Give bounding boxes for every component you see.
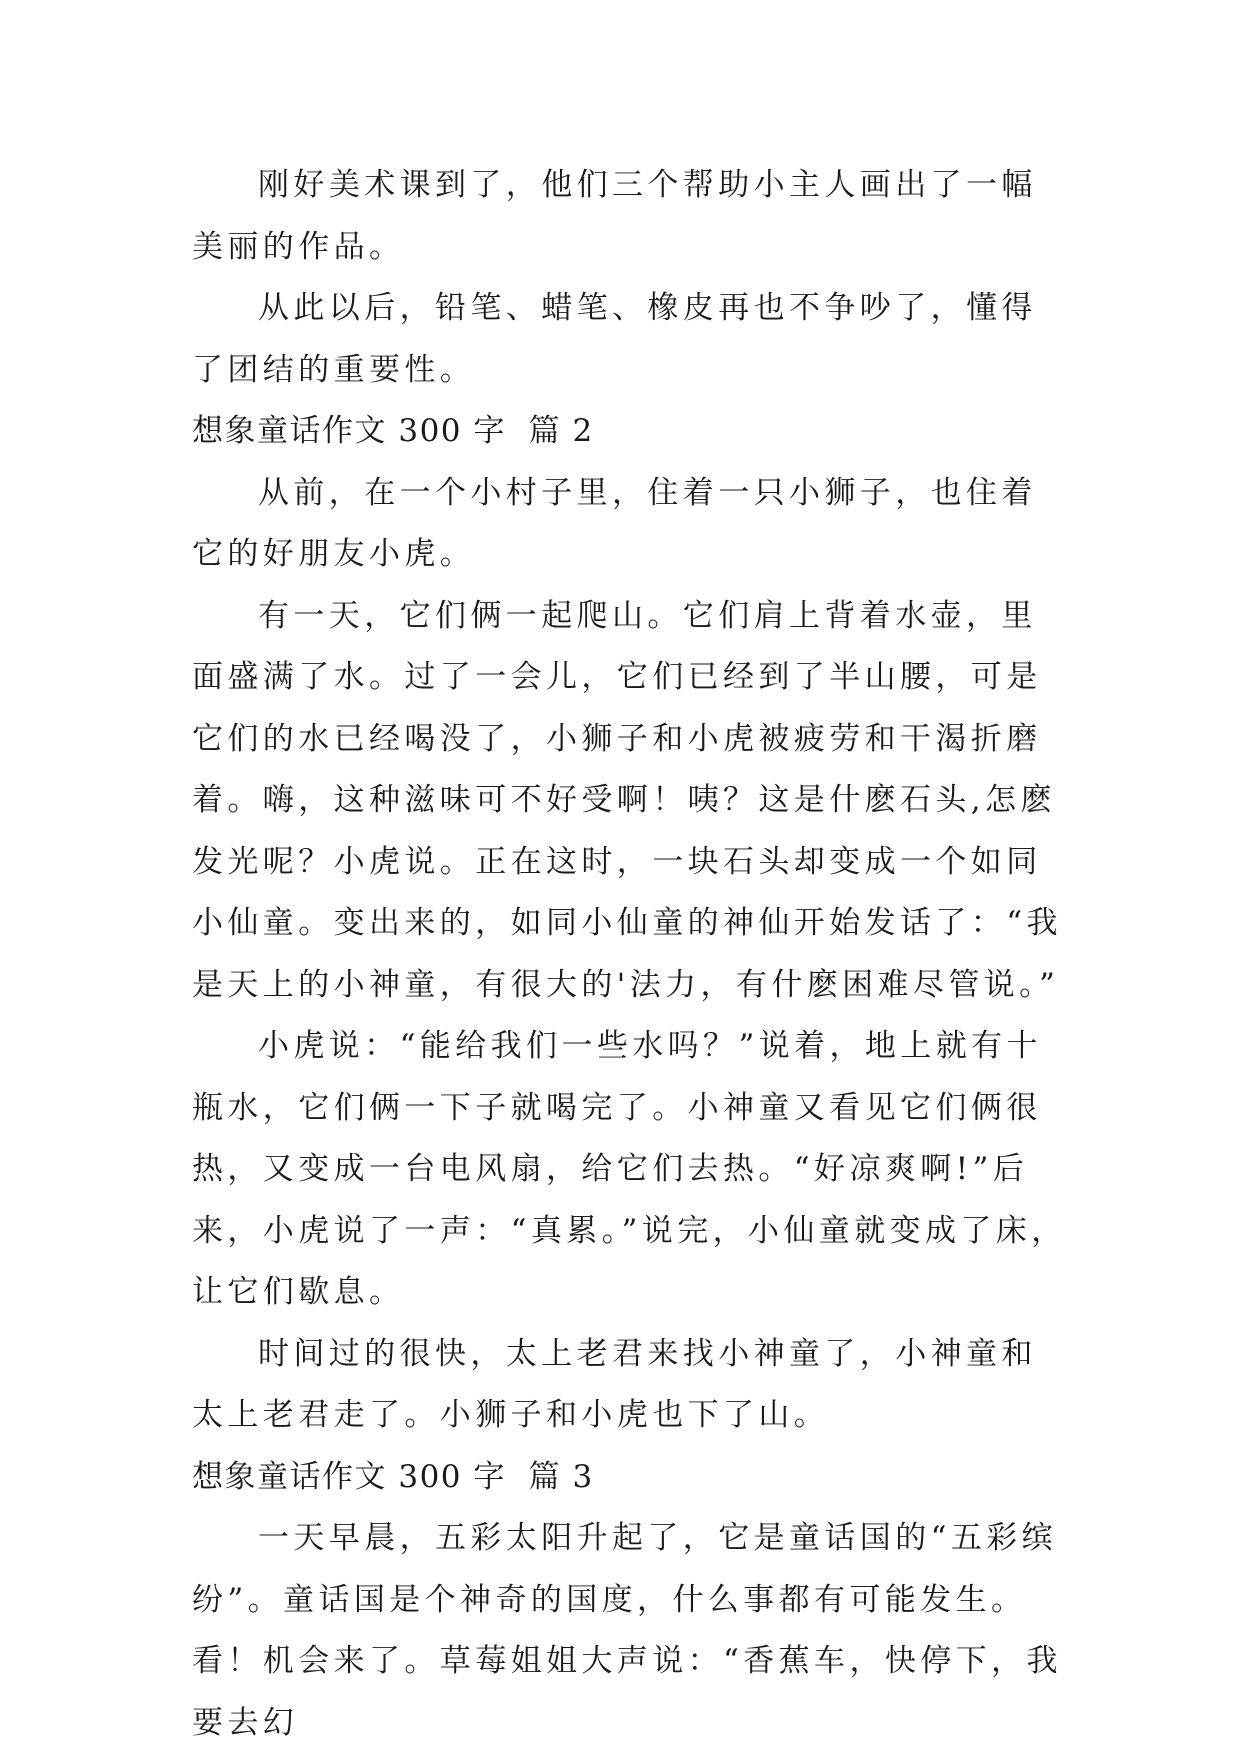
paragraph: 小虎说：“能给我们一些水吗？”说着，地上就有十瓶水，它们俩一下子就喝完了。小神童又看见它们俩很热，又变成一台电风扇，给它们去热。“好凉爽啊!”后来，小虎说了一声：“真累。”说完，小仙童就变成了床，让它们歇息。 xyxy=(192,1028,1067,1310)
paragraph: 有一天，它们俩一起爬山。它们肩上背着水壶，里面盛满了水。过了一会儿，它们已经到了半山腰，可是它们的水已经喝没了，小狮子和小虎被疲劳和干渴折磨着。嗨，这种滋味可不好受啊！咦？这是什麽石头,怎麽发光呢？小虎说。正在这时，一块石头却变成一个如同小仙童。变出来的，如同小仙童的神仙开始发话了：“我是天上的小神童，有很大的'法力，有什麽困难尽管说。” xyxy=(192,597,1062,1003)
paragraph: 一天早晨，五彩太阳升起了，它是童话国的“五彩缤纷”。童话国是个神奇的国度，什么事都有可能发生。看！机会来了。草莓姐姐大声说：“香蕉车，快停下，我要去幻 xyxy=(192,1520,1062,1741)
section-heading: 想象童话作文 300 字 篇 3 xyxy=(192,1458,594,1495)
paragraph: 刚好美术课到了，他们三个帮助小主人画出了一幅美丽的作品。 xyxy=(192,167,1037,265)
paragraph: 时间过的很快，太上老君来找小神童了，小神童和太上老君走了。小狮子和小虎也下了山。 xyxy=(192,1335,1037,1433)
document-body xyxy=(192,155,1072,1754)
paragraph: 从此以后，铅笔、蜡笔、橡皮再也不争吵了，懂得了团结的重要性。 xyxy=(192,290,1037,388)
paragraph: 从前，在一个小村子里，住着一只小狮子，也住着它的好朋友小虎。 xyxy=(192,474,1037,572)
section-heading: 想象童话作文 300 字 篇 2 xyxy=(192,413,594,449)
